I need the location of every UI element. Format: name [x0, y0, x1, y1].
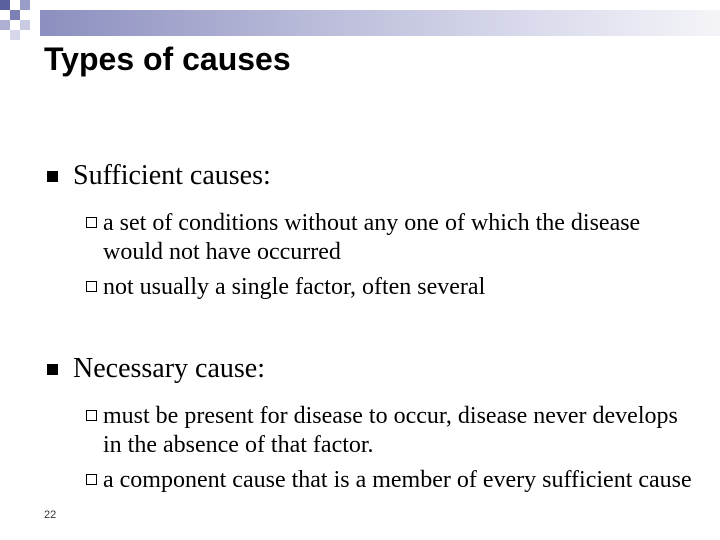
title-bar-decoration [40, 10, 720, 36]
sub-bullet [40, 209, 700, 267]
title-divider [38, 36, 41, 84]
sub-bullet-text: not usually a single factor, often several [103, 274, 486, 300]
square-bullet-icon [47, 171, 58, 182]
bullet-text: Sufficient causes: [73, 160, 271, 191]
hollow-square-bullet-icon [86, 281, 97, 292]
bullet-necessary-cause [40, 351, 700, 387]
hollow-square-bullet-icon [86, 217, 97, 228]
spacer [40, 308, 700, 351]
bullet-sufficient-causes [40, 158, 700, 194]
hollow-square-bullet-icon [86, 474, 97, 485]
sub-bullet [40, 273, 700, 302]
slide-number: 22 [44, 509, 57, 521]
sub-bullet [40, 402, 700, 460]
slide-content [40, 158, 700, 501]
sub-bullet-text: a set of conditions without any one of which the disease would not have occurred [103, 210, 641, 265]
sub-bullet-list [40, 402, 700, 495]
bullet-text: Necessary cause: [73, 353, 266, 384]
sub-bullet-list [40, 209, 700, 302]
hollow-square-bullet-icon [86, 410, 97, 421]
sub-bullet-text: must be present for disease to occur, disease never develops in the absence of that factor. [103, 403, 678, 458]
square-bullet-icon [47, 364, 58, 375]
sub-bullet [40, 466, 700, 495]
sub-bullet-text: a component cause that is a member of every sufficient cause [103, 467, 692, 493]
slide-title: Types of causes [44, 41, 291, 77]
